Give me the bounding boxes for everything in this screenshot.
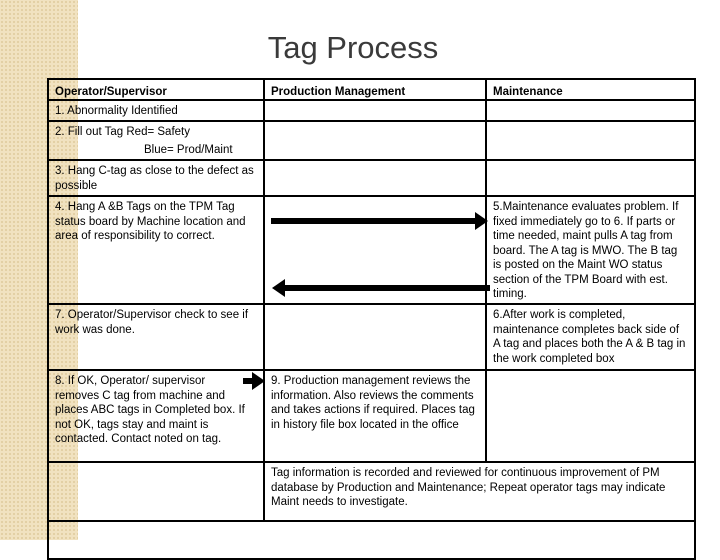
step-9: 9. Production management reviews the information. Also reviews the comments and takes actions if required. Places tag in history file box located in the office (263, 369, 487, 463)
empty-cell (485, 369, 696, 463)
arrow-left-icon (284, 285, 490, 291)
small-arrow-right-icon (243, 378, 253, 384)
summary-note: Tag information is recorded and reviewed for continuous improvement of PM database by Production and Maintenance; Repeat operator tags may indicate Maint needs to investigate. (263, 461, 696, 522)
empty-cell (485, 159, 696, 197)
empty-cell (47, 461, 265, 522)
step-5: 5.Maintenance evaluates problem. If fixed immediately go to 6. If parts or time needed, maint pulls A tag from board. The A tag is MWO. The B tag is posted on the Maint WO status section of the TPM Board with est. timing. (485, 195, 696, 305)
arrow-right-icon (271, 218, 476, 224)
step-6: 6.After work is completed, maintenance completes back side of A tag and places both the A & B tag in the work completed box (485, 303, 696, 371)
step-3: 3. Hang C-tag as close to the defect as possible (47, 159, 265, 197)
page-title: Tag Process (267, 30, 439, 65)
step-2 (47, 120, 265, 161)
step-7: 7. Operator/Supervisor check to see if work was done. (47, 303, 265, 371)
empty-cell (263, 303, 487, 371)
header-production: Production Management (263, 78, 487, 101)
step-1: 1. Abnormality Identified (47, 99, 265, 122)
header-operator: Operator/Supervisor (47, 78, 265, 101)
header-maintenance: Maintenance (485, 78, 696, 101)
step-2-line2: Blue= Prod/Maint (144, 143, 233, 156)
step-2-line1: 2. Fill out Tag Red= Safety (55, 126, 190, 138)
step-8: 8. If OK, Operator/ supervisor removes C tag from machine and places ABC tags in Completed box. If not OK, tags stay and maint is contacted. Contact noted on tag. (47, 369, 265, 463)
empty-cell (485, 99, 696, 122)
empty-cell (263, 159, 487, 197)
empty-cell (263, 99, 487, 122)
empty-cell (263, 120, 487, 161)
empty-row (47, 520, 696, 560)
step-4: 4. Hang A &B Tags on the TPM Tag status board by Machine location and area of responsibility to correct. (47, 195, 265, 305)
empty-cell (485, 120, 696, 161)
